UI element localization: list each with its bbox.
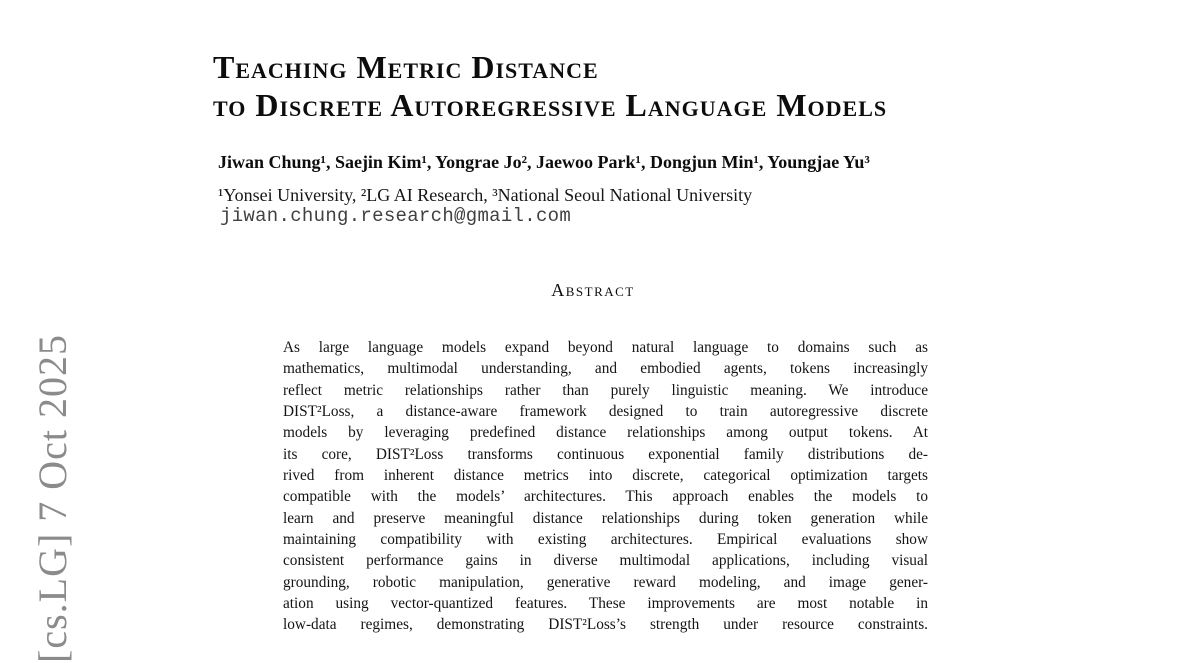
- abstract-heading: Abstract: [551, 280, 635, 300]
- abstract-line: its core, DIST²Loss transforms continuous exponential family distributions de-: [283, 445, 928, 463]
- abstract-line: consistent performance gains in diverse multimodal applications, including visual: [283, 552, 928, 570]
- abstract-line: maintaining compatibility with existing architectures. Empirical evaluations show: [283, 531, 928, 549]
- title-line-1: Teaching Metric Distance: [213, 49, 599, 85]
- abstract-line: rived from inherent distance metrics into discrete, categorical optimization targets: [283, 467, 928, 485]
- abstract-line: mathematics, multimodal understanding, and embodied agents, tokens increasingly: [283, 360, 928, 378]
- abstract-line: grounding, robotic manipulation, generative reward modeling, and image gener-: [283, 573, 928, 591]
- abstract-line: learn and preserve meaningful distance relationships during token generation while: [283, 509, 928, 527]
- abstract-line: low-data regimes, demonstrating DIST²Loss’s strength under resource constraints.: [283, 616, 928, 634]
- abstract-line: ation using vector-quantized features. These improvements are most notable in: [283, 595, 928, 613]
- author-list: Jiwan Chung¹, Saejin Kim¹, Yongrae Jo², Jaewoo Park¹, Dongjun Min¹, Youngjae Yu³: [218, 152, 870, 172]
- abstract-line: reflect metric relationships rather than purely linguistic meaning. We introduce: [283, 381, 928, 399]
- abstract-body: [283, 337, 928, 636]
- contact-email: jiwan.chung.research@gmail.com: [220, 205, 572, 227]
- paper-title: [213, 48, 887, 124]
- abstract-line: As large language models expand beyond natural language to domains such as: [283, 339, 928, 356]
- abstract-line: compatible with the models’ architectures. This approach enables the models to: [283, 488, 928, 506]
- abstract-line: DIST²Loss, a distance-aware framework designed to train autoregressive discrete: [283, 403, 928, 421]
- affiliation-list: ¹Yonsei University, ²LG AI Research, ³National Seoul National University: [218, 185, 753, 205]
- abstract-line: models by leveraging predefined distance relationships among output tokens. At: [283, 424, 928, 442]
- arxiv-watermark: [cs.LG] 7 Oct 2025: [30, 333, 75, 663]
- title-line-2: to Discrete Autoregressive Language Models: [213, 87, 888, 123]
